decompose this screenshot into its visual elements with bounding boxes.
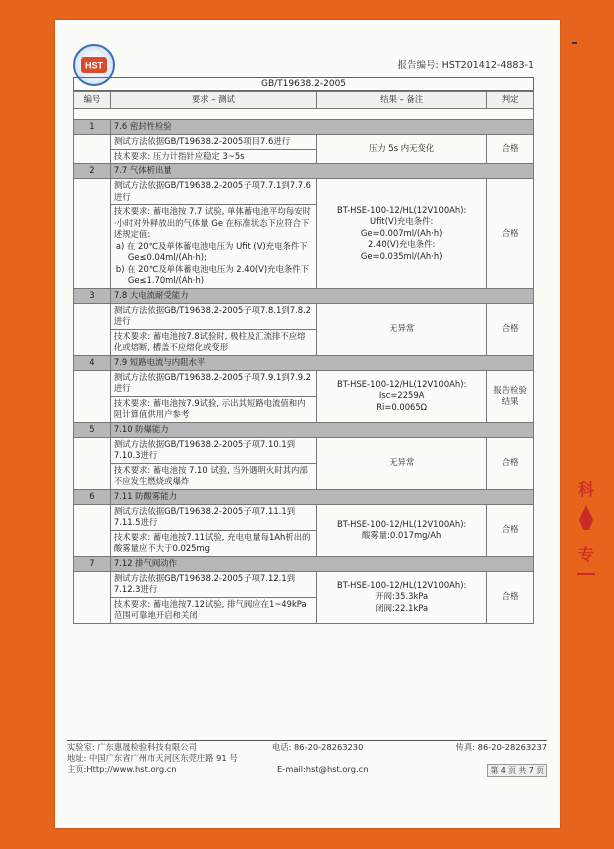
result-cell: [317, 179, 487, 289]
table-row: [74, 571, 534, 597]
report-page: [55, 20, 560, 828]
tech-requirement: 技术要求: 蓄电池按 7.10 试验, 当外遇明火时其内部不应发生燃烧或爆炸: [110, 463, 316, 489]
footer-phone: 电话: 86-20-28263230: [272, 742, 364, 752]
section-number: 3: [74, 288, 111, 303]
judgement-cell: 报告检验结果: [487, 370, 534, 422]
page-footer: [67, 742, 547, 775]
table-row: [74, 135, 534, 150]
table-header-row: [74, 92, 534, 109]
table-row: [74, 303, 534, 329]
result-cell: [317, 303, 487, 355]
section-header-row: [74, 556, 534, 571]
section-header-row: [74, 164, 534, 179]
section-header-row: [74, 355, 534, 370]
standard-title: GB/T19638.2-2005: [73, 77, 534, 91]
tech-requirement: 技术要求: 蓄电池按7.8试验时, 极柱及汇流排不应熔化或熔断, 槽盖不应熔化或变形: [110, 329, 316, 355]
result-line: 无异常: [389, 323, 415, 334]
section-number: 6: [74, 489, 111, 504]
section-number: 2: [74, 164, 111, 179]
col-header-result: 结果 – 备注: [317, 92, 487, 109]
tech-requirement: 技术要求: 压力计指针应稳定 3~5s: [110, 149, 316, 164]
result-line: BT-HSE-100-12/HL(12V100Ah):: [337, 378, 467, 389]
result-line: Ri=0.0065Ω: [376, 401, 428, 412]
section-header-row: [74, 288, 534, 303]
section-number: 1: [74, 120, 111, 135]
result-cell: [317, 504, 487, 556]
col-header-judgement: 判定: [487, 92, 534, 109]
footer-lab: 实验室: 广东惠晟检验科技有限公司: [67, 742, 197, 752]
result-line: BT-HSE-100-12/HL(12V100Ah):: [337, 518, 467, 529]
footer-website: 主页:Http://www.hst.org.cn: [67, 764, 177, 774]
section-title: 7.8 大电流耐受能力: [110, 288, 533, 303]
footer-email: E-mail:hst@hst.org.cn: [277, 764, 369, 774]
result-line: 无异常: [389, 457, 415, 468]
table-row: [74, 504, 534, 530]
requirement-text: 技术要求: 蓄电池按 7.7 试验, 单体蓄电池平均每安时·小时对外释放出的气体量 Ge 在标准状态下应符合下述规定值:: [113, 206, 311, 239]
result-line: 酸雾量:0.017mg/Ah: [362, 530, 442, 540]
judgement-cell: 合格: [487, 504, 534, 556]
result-line: 闭阀:22.1kPa: [375, 602, 429, 613]
result-cell: [317, 571, 487, 623]
footer-fax: 传真: 86-20-28263237: [455, 742, 547, 752]
scan-mark: [572, 42, 577, 44]
table-row: [74, 437, 534, 463]
result-cell: [317, 135, 487, 164]
svg-text:HST: HST: [85, 60, 103, 70]
tech-requirement: 技术要求: 蓄电池按7.11试验, 充电电量每1Ah析出的酸雾量应不大于0.025mg: [110, 530, 316, 556]
judgement-cell: 合格: [487, 303, 534, 355]
report-number: 报告编号: HST201412-4883-1: [397, 60, 534, 71]
section-number: 7: [74, 556, 111, 571]
section-title: 7.12 排气阀动作: [110, 556, 533, 571]
test-method: 测试方法依据GB/T19638.2-2005子项7.10.1到7.10.3进行: [110, 437, 316, 463]
result-line: 压力 5s 内无变化: [369, 143, 435, 154]
section-title: 7.11 防酸雾能力: [110, 489, 533, 504]
footer-divider: [67, 740, 547, 741]
result-line: 开阀:35.3kPa: [375, 591, 429, 602]
seal-stamp: [575, 475, 597, 585]
section-title: 7.10 防爆能力: [110, 422, 533, 437]
result-line: Isc=2259A: [378, 390, 425, 401]
section-number: 4: [74, 355, 111, 370]
footer-address: 地址: 中国广东省广州市天河区东莞庄路 91 号: [67, 753, 238, 763]
result-line: Ufit(V)充电条件:: [370, 216, 434, 226]
hst-logo-mark: [81, 57, 107, 73]
section-title: 7.7 气体析出量: [110, 164, 533, 179]
tech-requirement: 技术要求: 蓄电池按7.12试验, 排气阀应在1~49kPa范围可靠地开启和关闭: [110, 597, 316, 623]
test-method: 测试方法依据GB/T19638.2-2005子项7.7.1到7.7.6进行: [110, 179, 316, 205]
section-number: 5: [74, 422, 111, 437]
tech-requirement: [110, 205, 316, 289]
result-cell: [317, 437, 487, 489]
section-title: 7.6 密封性检验: [110, 120, 533, 135]
svg-text:科: 科: [577, 480, 595, 499]
test-method: 测试方法依据GB/T19638.2-2005项目7.6进行: [110, 135, 316, 150]
result-line: BT-HSE-100-12/HL(12V100Ah):: [337, 579, 467, 590]
result-line: 2.40(V)充电条件:: [368, 239, 436, 249]
svg-text:专: 专: [577, 545, 595, 564]
test-method: 测试方法依据GB/T19638.2-2005子项7.12.1到7.12.3进行: [110, 571, 316, 597]
table-row: [74, 370, 534, 396]
result-cell: [317, 370, 487, 422]
judgement-cell: 合格: [487, 571, 534, 623]
tech-requirement: 技术要求: 蓄电池按7.9试验, 示出其短路电流值和内阻计算值供用户参考: [110, 396, 316, 422]
test-method: 测试方法依据GB/T19638.2-2005子项7.8.1到7.8.2进行: [110, 303, 316, 329]
result-line: BT-HSE-100-12/HL(12V100Ah):: [337, 204, 467, 215]
col-header-num: 编号: [74, 92, 111, 109]
requirement-item: a) 在 20℃及单体蓄电池电压为 Ufit (V)充电条件下 Ge≤0.04ml/(Ah·h);: [115, 240, 308, 262]
col-header-requirement: 要求 – 测试: [110, 92, 316, 109]
judgement-cell: 合格: [487, 179, 534, 289]
requirement-item: b) 在 20℃及单体蓄电池电压为 2.40(V)充电条件下 Ge≤1.70ml/(Ah·h): [115, 263, 310, 285]
section-header-row: [74, 489, 534, 504]
judgement-cell: 合格: [487, 135, 534, 164]
result-line: Ge=0.035ml/(Ah·h): [360, 250, 443, 261]
section-header-row: [74, 120, 534, 135]
test-results-table: [73, 91, 534, 624]
judgement-cell: 合格: [487, 437, 534, 489]
test-method: 测试方法依据GB/T19638.2-2005子项7.9.1到7.9.2进行: [110, 370, 316, 396]
table-row: [74, 179, 534, 205]
section-header-row: [74, 422, 534, 437]
test-method: 测试方法依据GB/T19638.2-2005子项7.11.1到7.11.5进行: [110, 504, 316, 530]
page-number: 第 4 页 共 7 页: [487, 764, 547, 777]
section-title: 7.9 短路电流与内阻水平: [110, 355, 533, 370]
result-line: Ge=0.007ml/(Ah·h): [360, 227, 443, 238]
